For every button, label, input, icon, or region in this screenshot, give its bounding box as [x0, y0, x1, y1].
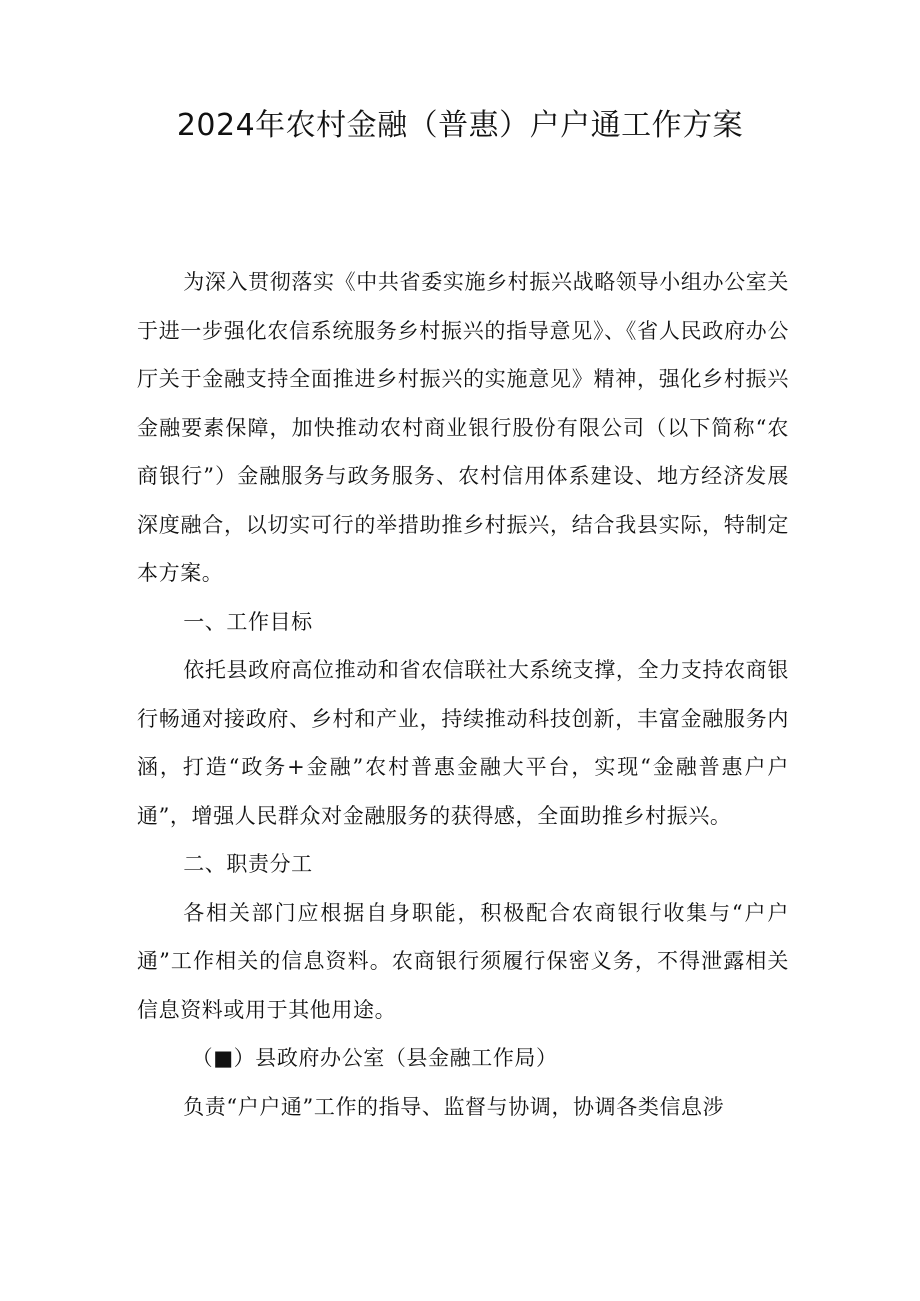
paragraph-goals: 依托县政府高位推动和省农信联社大系统支撑，全力支持农商银行畅通对接政府、乡村和产业，持续推动科技创新，丰富金融服务内涵，打造“政务+金融”农村普惠金融大平台，实现“金融普惠户户通”，增强人民群众对金融服务的获得感，全面助推乡村振兴。	[137, 658, 789, 828]
document-body	[137, 258, 789, 1131]
subsection-heading-county-office: （■）县政府办公室（县金融工作局）	[191, 1046, 558, 1070]
section-heading-duties: 二、职责分工	[183, 852, 313, 876]
paragraph-county-office: 负责“户户通”工作的指导、监督与协调，协调各类信息涉	[183, 1094, 725, 1119]
document-title: 2024年农村金融（普惠）户户通工作方案	[176, 108, 744, 143]
paragraph-intro: 为深入贯彻落实《中共省委实施乡村振兴战略领导小组办公室关于进一步强化农信系统服务乡村振兴的指导意见》、《省人民政府办公厅关于金融支持全面推进乡村振兴的实施意见》精神，强化乡村振兴金融要素保障，加快推动农村商业银行股份有限公司（以下简称“农商银行”）金融服务与政务服务、农村信用体系建设、地方经济发展深度融合，以切实可行的举措助推乡村振兴，结合我县实际，特制定本方案。	[137, 270, 789, 585]
paragraph-duties: 各相关部门应根据自身职能，积极配合农商银行收集与“户户通”工作相关的信息资料。农商银行须履行保密义务，不得泄露相关信息资料或用于其他用途。	[137, 900, 789, 1022]
section-heading-goals: 一、工作目标	[183, 609, 313, 634]
